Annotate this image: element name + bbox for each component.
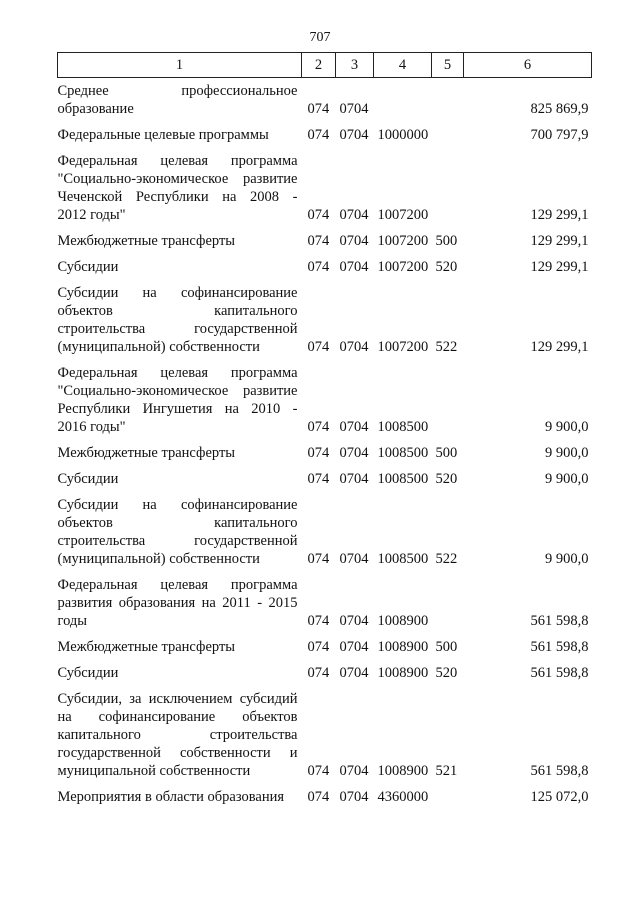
table-row (58, 356, 592, 436)
row-name-line: Федеральные целевые программы (57, 127, 269, 143)
ministry-code: 074 (307, 419, 330, 435)
row-name-line: Чеченской Республики на 2008 - (57, 189, 298, 205)
page-number: 707 (309, 30, 331, 45)
ministry-code: 074 (307, 551, 330, 567)
ministry-code: 074 (307, 339, 330, 355)
row-name-line: государственной собственности и (57, 745, 298, 761)
expense-type-code: 522 (435, 339, 458, 355)
amount: 9 900,0 (545, 419, 589, 435)
row-name-line: (муниципальной) собственности (57, 339, 260, 355)
row-name-line: Межбюджетные трансферты (57, 639, 236, 655)
row-name-line: объектов капитального (57, 303, 298, 319)
row-name (58, 78, 302, 119)
expense-type-code: 520 (435, 259, 458, 275)
row-name (58, 436, 302, 462)
row-name (58, 118, 302, 144)
section-code: 0704 (339, 639, 369, 655)
target-article-code: 1000000 (377, 127, 429, 143)
expense-type-code: 520 (435, 471, 458, 487)
target-article-code: 1008500 (377, 419, 429, 435)
row-name-line: капитального строительства (57, 727, 298, 743)
section-code: 0704 (339, 233, 369, 249)
ministry-code: 074 (307, 207, 330, 223)
ministry-code: 074 (307, 665, 330, 681)
table-row (58, 488, 592, 568)
row-name-line: 2016 годы" (57, 419, 126, 435)
table-row (58, 780, 592, 806)
expense-type-code: 500 (435, 639, 458, 655)
section-code: 0704 (339, 789, 369, 805)
table-row (58, 630, 592, 656)
row-name-line: "Социально-экономическое развитие (57, 383, 298, 399)
header-col-2: 2 (302, 53, 336, 78)
row-name (58, 462, 302, 488)
amount: 9 900,0 (545, 551, 589, 567)
amount: 129 299,1 (530, 339, 589, 355)
row-name-line: Федеральная целевая программа (57, 577, 298, 593)
table-row (58, 656, 592, 682)
budget-rows (58, 78, 592, 807)
row-name-line: Субсидии (57, 471, 119, 487)
section-code: 0704 (339, 339, 369, 355)
row-name (58, 682, 302, 780)
ministry-code: 074 (307, 445, 330, 461)
row-name (58, 276, 302, 356)
expense-type-code: 520 (435, 665, 458, 681)
target-article-code: 1007200 (377, 233, 429, 249)
target-article-code: 1008900 (377, 763, 429, 779)
row-name-line: объектов капитального (57, 515, 298, 531)
amount: 700 797,9 (530, 127, 589, 143)
row-name (58, 568, 302, 630)
section-code: 0704 (339, 419, 369, 435)
header-col-5: 5 (432, 53, 464, 78)
row-name-line: Субсидии (57, 259, 119, 275)
expense-type-code: 500 (435, 445, 458, 461)
section-code: 0704 (339, 101, 369, 117)
row-name-line: Межбюджетные трансферты (57, 233, 236, 249)
column-number-header (58, 53, 592, 78)
expense-type-code (432, 118, 464, 144)
section-code: 0704 (339, 471, 369, 487)
header-col-1: 1 (58, 53, 302, 78)
row-name (58, 144, 302, 224)
budget-table (57, 52, 592, 806)
amount: 9 900,0 (545, 445, 589, 461)
header-col-3: 3 (336, 53, 374, 78)
row-name-line: развития образования на 2011 - 2015 (57, 595, 298, 611)
row-name-line: Субсидии (57, 665, 119, 681)
row-name-line: годы (57, 613, 88, 629)
amount: 125 072,0 (530, 789, 589, 805)
expense-type-code: 521 (435, 763, 458, 779)
table-row (58, 276, 592, 356)
table-row (58, 436, 592, 462)
target-article-code: 1007200 (377, 207, 429, 223)
ministry-code: 074 (307, 127, 330, 143)
amount: 561 598,8 (530, 639, 589, 655)
ministry-code: 074 (307, 763, 330, 779)
target-article-code (374, 78, 432, 119)
header-col-6: 6 (464, 53, 592, 78)
row-name (58, 656, 302, 682)
target-article-code: 1008900 (377, 639, 429, 655)
target-article-code: 1008900 (377, 613, 429, 629)
expense-type-code (432, 78, 464, 119)
section-code: 0704 (339, 259, 369, 275)
amount: 561 598,8 (530, 763, 589, 779)
row-name-line: "Социально-экономическое развитие (57, 171, 298, 187)
target-article-code: 1007200 (377, 339, 429, 355)
ministry-code: 074 (307, 233, 330, 249)
amount: 129 299,1 (530, 259, 589, 275)
row-name-line: на софинансирование объектов (57, 709, 298, 725)
expense-type-code (432, 356, 464, 436)
row-name (58, 356, 302, 436)
ministry-code: 074 (307, 639, 330, 655)
expense-type-code: 500 (435, 233, 458, 249)
row-name-line: Мероприятия в области образования (57, 789, 285, 805)
ministry-code: 074 (307, 789, 330, 805)
target-article-code: 1008500 (377, 445, 429, 461)
amount: 825 869,9 (530, 101, 589, 117)
ministry-code: 074 (307, 613, 330, 629)
ministry-code: 074 (307, 471, 330, 487)
row-name (58, 250, 302, 276)
target-article-code: 1008500 (377, 551, 429, 567)
expense-type-code (432, 144, 464, 224)
amount: 561 598,8 (530, 613, 589, 629)
amount: 129 299,1 (530, 233, 589, 249)
table-row (58, 462, 592, 488)
target-article-code: 1008500 (377, 471, 429, 487)
ministry-code: 074 (307, 259, 330, 275)
row-name-line: строительства государственной (57, 321, 298, 337)
target-article-code: 1007200 (377, 259, 429, 275)
amount: 129 299,1 (530, 207, 589, 223)
row-name-line: образование (57, 101, 134, 117)
table-row (58, 224, 592, 250)
row-name (58, 224, 302, 250)
row-name-line: (муниципальной) собственности (57, 551, 260, 567)
row-name-line: Субсидии на софинансирование (57, 285, 298, 301)
section-code: 0704 (339, 613, 369, 629)
row-name-line: Межбюджетные трансферты (57, 445, 236, 461)
table-row (58, 118, 592, 144)
table-row (58, 78, 592, 119)
row-name-line: муниципальной собственности (57, 763, 251, 779)
table-row (58, 568, 592, 630)
row-name-line: 2012 годы" (57, 207, 126, 223)
row-name (58, 780, 302, 806)
expense-type-code: 522 (435, 551, 458, 567)
row-name-line: Среднее профессиональное (57, 83, 298, 99)
table-row (58, 250, 592, 276)
section-code: 0704 (339, 207, 369, 223)
amount: 561 598,8 (530, 665, 589, 681)
row-name-line: Республики Ингушетия на 2010 - (57, 401, 298, 417)
row-name-line: Федеральная целевая программа (57, 365, 298, 381)
ministry-code: 074 (307, 101, 330, 117)
row-name-line: Субсидии, за исключением субсидий (57, 691, 298, 707)
expense-type-code (432, 568, 464, 630)
section-code: 0704 (339, 127, 369, 143)
row-name (58, 630, 302, 656)
target-article-code: 1008900 (377, 665, 429, 681)
amount: 9 900,0 (545, 471, 589, 487)
section-code: 0704 (339, 763, 369, 779)
row-name-line: Федеральная целевая программа (57, 153, 298, 169)
table-row (58, 682, 592, 780)
expense-type-code (432, 780, 464, 806)
row-name (58, 488, 302, 568)
section-code: 0704 (339, 665, 369, 681)
table-row (58, 144, 592, 224)
section-code: 0704 (339, 551, 369, 567)
header-col-4: 4 (374, 53, 432, 78)
row-name-line: строительства государственной (57, 533, 298, 549)
target-article-code: 4360000 (377, 789, 429, 805)
row-name-line: Субсидии на софинансирование (57, 497, 298, 513)
section-code: 0704 (339, 445, 369, 461)
